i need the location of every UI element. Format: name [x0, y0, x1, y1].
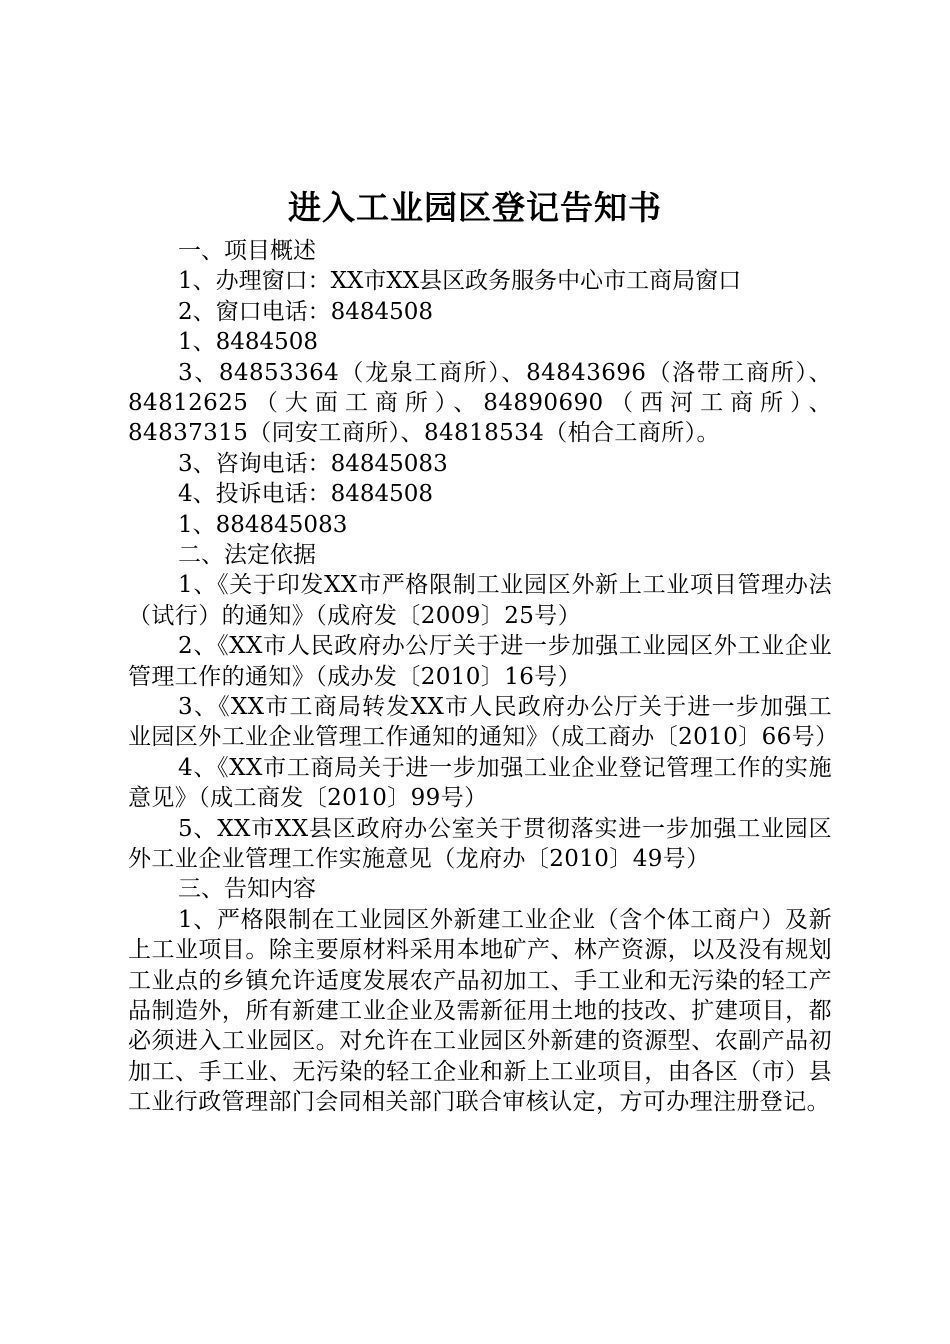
overview-item-phone: 2、窗口电话：8484508	[178, 298, 434, 325]
legal-basis-item: 1、《关于印发XX市严格限制工业园区外新上工业项目管理办法（试行）的通知》（成府发〔2009〕25号）	[128, 572, 832, 629]
overview-item-window: 1、办理窗口：XX市XX县区政务服务中心市工商局窗口	[178, 268, 742, 295]
section-heading-legal-basis: 二、法定依据	[178, 541, 316, 568]
section-heading-notice-content: 三、告知内容	[178, 876, 316, 903]
overview-item-complaint-phone-continued: 1、884845083	[178, 511, 348, 538]
legal-basis-item: 4、《XX市工商局关于进一步加强工业企业登记管理工作的实施意见》（成工商发〔2010〕99号）	[128, 754, 832, 812]
notice-content-item: 1、严格限制在工业园区外新建工业企业（含个体工商户）及新上工业项目。除主要原材料采用本地矿产、林产资源，以及没有规划工业点的乡镇允许适度发展农产品初加工、手工业和无污染的轻工产品制造外，所有新建工业企业及需新征用土地的技改、扩建项目，都必须进入工业园区。对允许在工业园区外新建的资源型、农副产品初加工、手工业、无污染的轻工企业和新上工业项目，由各区（市）县工业行政管理部门会同相关部门联合审核认定，方可办理注册登记。	[128, 906, 832, 1116]
legal-basis-item: 2、《XX市人民政府办公厅关于进一步加强工业园区外工业企业管理工作的通知》（成办发〔2010〕16号）	[128, 633, 832, 690]
overview-item-phone-continued: 1、8484508	[178, 329, 319, 356]
overview-item-complaint-phone: 4、投诉电话：8484508	[178, 481, 434, 508]
overview-item-consult-phone: 3、咨询电话：84845083	[178, 450, 448, 477]
overview-item-branch-phones: 3、84853364（龙泉工商所）、84843696（洛带工商所）、84812625（大面工商所）、84890690（西河工商所）、84837315（同安工商所）、84818534（柏合工商所）。	[128, 359, 832, 447]
section-heading-overview: 一、项目概述	[178, 238, 316, 264]
legal-basis-item: 3、《XX市工商局转发XX市人民政府办公厅关于进一步加强工业园区外工业企业管理工作通知的通知》（成工商办〔2010〕66号）	[128, 693, 839, 751]
document-body	[128, 236, 839, 1118]
document-title: 进入工业园区登记告知书	[288, 188, 662, 227]
legal-basis-item: 5、XX市XX县区政府办公室关于贯彻落实进一步加强工业园区外工业企业管理工作实施意见（龙府办〔2010〕49号）	[128, 815, 832, 872]
